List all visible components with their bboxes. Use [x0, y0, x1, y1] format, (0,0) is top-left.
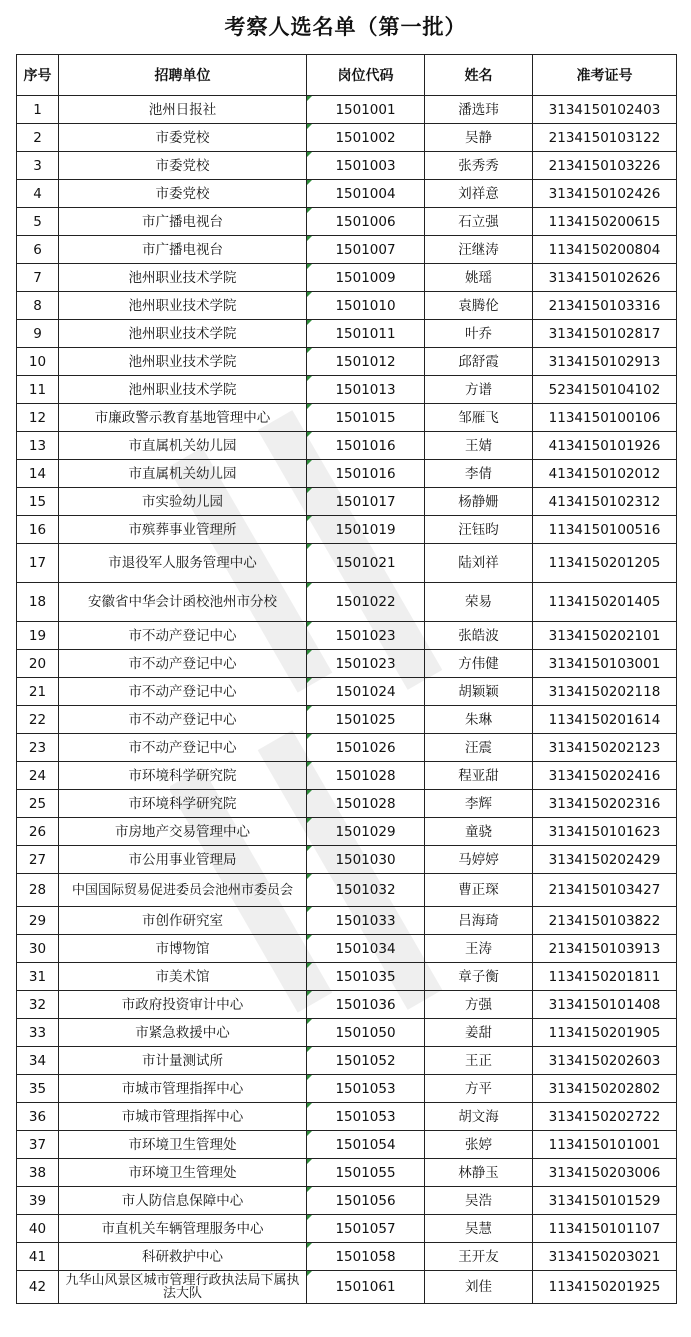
cell-unit: 市环境卫生管理处 — [59, 1131, 307, 1159]
cell-index: 26 — [17, 818, 59, 846]
table-row — [17, 583, 677, 622]
cell-index: 25 — [17, 790, 59, 818]
cell-name: 李辉 — [425, 790, 533, 818]
table-row — [17, 818, 677, 846]
cell-position-code: 1501017 — [307, 488, 425, 516]
cell-position-code: 1501028 — [307, 790, 425, 818]
cell-position-code: 1501019 — [307, 516, 425, 544]
cell-index: 7 — [17, 264, 59, 292]
cell-unit: 市不动产登记中心 — [59, 650, 307, 678]
cell-unit: 市美术馆 — [59, 963, 307, 991]
cell-exam-number: 1134150100516 — [533, 516, 677, 544]
cell-name: 姜甜 — [425, 1019, 533, 1047]
cell-unit: 市公用事业管理局 — [59, 846, 307, 874]
cell-unit: 池州职业技术学院 — [59, 292, 307, 320]
cell-unit: 市直属机关幼儿园 — [59, 460, 307, 488]
cell-position-code: 1501030 — [307, 846, 425, 874]
cell-exam-number: 3134150202802 — [533, 1075, 677, 1103]
cell-position-code: 1501028 — [307, 762, 425, 790]
cell-exam-number: 2134150103822 — [533, 907, 677, 935]
table-row — [17, 1187, 677, 1215]
cell-index: 29 — [17, 907, 59, 935]
cell-position-code: 1501052 — [307, 1047, 425, 1075]
cell-index: 9 — [17, 320, 59, 348]
cell-position-code: 1501029 — [307, 818, 425, 846]
cell-index: 22 — [17, 706, 59, 734]
cell-exam-number: 1134150201205 — [533, 544, 677, 583]
cell-position-code: 1501036 — [307, 991, 425, 1019]
cell-exam-number: 3134150102817 — [533, 320, 677, 348]
cell-index: 20 — [17, 650, 59, 678]
cell-name: 邹雁飞 — [425, 404, 533, 432]
cell-name: 张婷 — [425, 1131, 533, 1159]
cell-index: 23 — [17, 734, 59, 762]
cell-exam-number: 2134150103316 — [533, 292, 677, 320]
cell-name: 方强 — [425, 991, 533, 1019]
cell-name: 刘祥意 — [425, 180, 533, 208]
cell-name: 汪钰昀 — [425, 516, 533, 544]
cell-index: 6 — [17, 236, 59, 264]
table-row — [17, 376, 677, 404]
table-row — [17, 544, 677, 583]
cell-position-code: 1501004 — [307, 180, 425, 208]
cell-exam-number: 1134150101107 — [533, 1215, 677, 1243]
cell-index: 31 — [17, 963, 59, 991]
cell-position-code: 1501010 — [307, 292, 425, 320]
cell-exam-number: 1134150200615 — [533, 208, 677, 236]
cell-unit: 池州职业技术学院 — [59, 264, 307, 292]
cell-exam-number: 1134150200804 — [533, 236, 677, 264]
table-row — [17, 907, 677, 935]
cell-index: 4 — [17, 180, 59, 208]
cell-position-code: 1501006 — [307, 208, 425, 236]
table-row — [17, 208, 677, 236]
cell-exam-number: 1134150201811 — [533, 963, 677, 991]
table-row — [17, 124, 677, 152]
cell-exam-number: 3134150202123 — [533, 734, 677, 762]
cell-name: 刘佳 — [425, 1271, 533, 1304]
table-row — [17, 790, 677, 818]
cell-index: 18 — [17, 583, 59, 622]
table-row — [17, 460, 677, 488]
cell-index: 39 — [17, 1187, 59, 1215]
cell-unit: 市环境科学研究院 — [59, 762, 307, 790]
table-row — [17, 1103, 677, 1131]
cell-unit: 市委党校 — [59, 124, 307, 152]
cell-unit: 市委党校 — [59, 180, 307, 208]
cell-position-code: 1501009 — [307, 264, 425, 292]
cell-index: 36 — [17, 1103, 59, 1131]
table-row — [17, 1047, 677, 1075]
cell-position-code: 1501054 — [307, 1131, 425, 1159]
cell-unit: 市广播电视台 — [59, 208, 307, 236]
cell-position-code: 1501057 — [307, 1215, 425, 1243]
cell-name: 李倩 — [425, 460, 533, 488]
cell-exam-number: 3134150101408 — [533, 991, 677, 1019]
cell-exam-number: 3134150101529 — [533, 1187, 677, 1215]
cell-exam-number: 3134150102626 — [533, 264, 677, 292]
cell-exam-number: 3134150202722 — [533, 1103, 677, 1131]
cell-name: 袁腾伦 — [425, 292, 533, 320]
cell-unit: 池州职业技术学院 — [59, 320, 307, 348]
cell-index: 27 — [17, 846, 59, 874]
cell-exam-number: 3134150202316 — [533, 790, 677, 818]
cell-name: 叶乔 — [425, 320, 533, 348]
cell-name: 方平 — [425, 1075, 533, 1103]
table-row — [17, 1215, 677, 1243]
cell-unit: 市政府投资审计中心 — [59, 991, 307, 1019]
cell-position-code: 1501021 — [307, 544, 425, 583]
table-row — [17, 1131, 677, 1159]
table-row — [17, 1271, 677, 1304]
cell-exam-number: 3134150202118 — [533, 678, 677, 706]
cell-unit: 市不动产登记中心 — [59, 678, 307, 706]
cell-name: 石立强 — [425, 208, 533, 236]
header-unit: 招聘单位 — [59, 55, 307, 96]
cell-exam-number: 3134150202416 — [533, 762, 677, 790]
cell-position-code: 1501056 — [307, 1187, 425, 1215]
table-row — [17, 1019, 677, 1047]
cell-unit: 科研救护中心 — [59, 1243, 307, 1271]
cell-index: 15 — [17, 488, 59, 516]
cell-unit: 池州职业技术学院 — [59, 376, 307, 404]
cell-unit: 市不动产登记中心 — [59, 706, 307, 734]
cell-index: 1 — [17, 96, 59, 124]
cell-unit: 市直机关车辆管理服务中心 — [59, 1215, 307, 1243]
table-row — [17, 292, 677, 320]
table-row — [17, 706, 677, 734]
header-exam-number: 准考证号 — [533, 55, 677, 96]
cell-position-code: 1501053 — [307, 1075, 425, 1103]
cell-exam-number: 3134150202101 — [533, 622, 677, 650]
cell-exam-number: 3134150102913 — [533, 348, 677, 376]
cell-exam-number: 4134150102012 — [533, 460, 677, 488]
table-row — [17, 1159, 677, 1187]
cell-unit: 市环境卫生管理处 — [59, 1159, 307, 1187]
table-row — [17, 516, 677, 544]
cell-index: 24 — [17, 762, 59, 790]
cell-name: 陆刘祥 — [425, 544, 533, 583]
cell-exam-number: 2134150103427 — [533, 874, 677, 907]
table-row — [17, 762, 677, 790]
cell-unit: 市不动产登记中心 — [59, 622, 307, 650]
table-row — [17, 404, 677, 432]
cell-index: 5 — [17, 208, 59, 236]
cell-name: 邱舒霞 — [425, 348, 533, 376]
cell-position-code: 1501012 — [307, 348, 425, 376]
cell-position-code: 1501033 — [307, 907, 425, 935]
cell-unit: 市创作研究室 — [59, 907, 307, 935]
cell-position-code: 1501050 — [307, 1019, 425, 1047]
table-row — [17, 622, 677, 650]
cell-name: 方谱 — [425, 376, 533, 404]
cell-unit: 市不动产登记中心 — [59, 734, 307, 762]
cell-unit: 市紧急救援中心 — [59, 1019, 307, 1047]
table-row — [17, 180, 677, 208]
cell-index: 19 — [17, 622, 59, 650]
table-row — [17, 264, 677, 292]
table-row — [17, 734, 677, 762]
cell-exam-number: 3134150202603 — [533, 1047, 677, 1075]
header-index: 序号 — [17, 55, 59, 96]
cell-name: 潘选玮 — [425, 96, 533, 124]
cell-position-code: 1501032 — [307, 874, 425, 907]
cell-name: 张秀秀 — [425, 152, 533, 180]
cell-unit: 九华山风景区城市管理行政执法局下属执法大队 — [59, 1271, 307, 1304]
cell-exam-number: 1134150201614 — [533, 706, 677, 734]
cell-position-code: 1501015 — [307, 404, 425, 432]
table-row — [17, 935, 677, 963]
cell-index: 14 — [17, 460, 59, 488]
table-row — [17, 320, 677, 348]
page-title: 考察人选名单（第一批） — [224, 15, 467, 39]
table-row — [17, 1243, 677, 1271]
cell-exam-number: 5234150104102 — [533, 376, 677, 404]
table-row — [17, 963, 677, 991]
cell-unit: 市环境科学研究院 — [59, 790, 307, 818]
cell-position-code: 1501016 — [307, 460, 425, 488]
cell-unit: 安徽省中华会计函校池州市分校 — [59, 583, 307, 622]
cell-exam-number: 3134150101623 — [533, 818, 677, 846]
cell-unit: 市直属机关幼儿园 — [59, 432, 307, 460]
cell-unit: 市广播电视台 — [59, 236, 307, 264]
cell-name: 汪继涛 — [425, 236, 533, 264]
cell-unit: 市退役军人服务管理中心 — [59, 544, 307, 583]
cell-index: 41 — [17, 1243, 59, 1271]
cell-position-code: 1501001 — [307, 96, 425, 124]
table-row — [17, 348, 677, 376]
cell-position-code: 1501024 — [307, 678, 425, 706]
table-header-row — [17, 55, 677, 96]
cell-name: 王开友 — [425, 1243, 533, 1271]
cell-exam-number: 4134150101926 — [533, 432, 677, 460]
cell-position-code: 1501058 — [307, 1243, 425, 1271]
cell-index: 8 — [17, 292, 59, 320]
cell-name: 曹正琛 — [425, 874, 533, 907]
table-row — [17, 1075, 677, 1103]
cell-exam-number: 3134150102426 — [533, 180, 677, 208]
table-row — [17, 846, 677, 874]
cell-unit: 市委党校 — [59, 152, 307, 180]
cell-unit: 市人防信息保障中心 — [59, 1187, 307, 1215]
cell-exam-number: 4134150102312 — [533, 488, 677, 516]
cell-name: 姚瑶 — [425, 264, 533, 292]
cell-exam-number: 1134150100106 — [533, 404, 677, 432]
cell-position-code: 1501002 — [307, 124, 425, 152]
table-row — [17, 96, 677, 124]
cell-position-code: 1501023 — [307, 650, 425, 678]
cell-exam-number: 2134150103913 — [533, 935, 677, 963]
cell-position-code: 1501055 — [307, 1159, 425, 1187]
cell-unit: 市城市管理指挥中心 — [59, 1075, 307, 1103]
cell-position-code: 1501034 — [307, 935, 425, 963]
cell-name: 程亚甜 — [425, 762, 533, 790]
cell-index: 16 — [17, 516, 59, 544]
cell-unit: 池州职业技术学院 — [59, 348, 307, 376]
cell-index: 2 — [17, 124, 59, 152]
table-row — [17, 432, 677, 460]
cell-index: 35 — [17, 1075, 59, 1103]
cell-unit: 市计量测试所 — [59, 1047, 307, 1075]
table-row — [17, 152, 677, 180]
cell-index: 21 — [17, 678, 59, 706]
cell-unit: 市殡葬事业管理所 — [59, 516, 307, 544]
cell-name: 王正 — [425, 1047, 533, 1075]
cell-position-code: 1501026 — [307, 734, 425, 762]
cell-position-code: 1501025 — [307, 706, 425, 734]
cell-name: 胡颖颖 — [425, 678, 533, 706]
cell-name: 王涛 — [425, 935, 533, 963]
cell-index: 17 — [17, 544, 59, 583]
cell-name: 马婷婷 — [425, 846, 533, 874]
cell-exam-number: 1134150101001 — [533, 1131, 677, 1159]
cell-position-code: 1501007 — [307, 236, 425, 264]
cell-name: 汪震 — [425, 734, 533, 762]
cell-unit: 市博物馆 — [59, 935, 307, 963]
cell-index: 38 — [17, 1159, 59, 1187]
cell-index: 10 — [17, 348, 59, 376]
cell-name: 章子衡 — [425, 963, 533, 991]
cell-index: 11 — [17, 376, 59, 404]
cell-position-code: 1501013 — [307, 376, 425, 404]
cell-unit: 市实验幼儿园 — [59, 488, 307, 516]
table-body — [17, 96, 677, 1304]
cell-name: 王婧 — [425, 432, 533, 460]
cell-unit: 中国国际贸易促进委员会池州市委员会 — [59, 874, 307, 907]
cell-index: 32 — [17, 991, 59, 1019]
cell-name: 张皓波 — [425, 622, 533, 650]
header-position-code: 岗位代码 — [307, 55, 425, 96]
table-row — [17, 874, 677, 907]
cell-position-code: 1501003 — [307, 152, 425, 180]
cell-index: 34 — [17, 1047, 59, 1075]
cell-position-code: 1501016 — [307, 432, 425, 460]
cell-name: 胡文海 — [425, 1103, 533, 1131]
cell-position-code: 1501011 — [307, 320, 425, 348]
cell-name: 吴静 — [425, 124, 533, 152]
cell-name: 杨静姗 — [425, 488, 533, 516]
cell-index: 37 — [17, 1131, 59, 1159]
cell-index: 42 — [17, 1271, 59, 1304]
cell-exam-number: 3134150203021 — [533, 1243, 677, 1271]
cell-position-code: 1501035 — [307, 963, 425, 991]
cell-exam-number: 3134150103001 — [533, 650, 677, 678]
cell-exam-number: 3134150202429 — [533, 846, 677, 874]
cell-position-code: 1501023 — [307, 622, 425, 650]
cell-exam-number: 1134150201905 — [533, 1019, 677, 1047]
table-row — [17, 678, 677, 706]
header-name: 姓名 — [425, 55, 533, 96]
cell-index: 40 — [17, 1215, 59, 1243]
cell-exam-number: 1134150201405 — [533, 583, 677, 622]
cell-position-code: 1501061 — [307, 1271, 425, 1304]
table-row — [17, 991, 677, 1019]
cell-index: 30 — [17, 935, 59, 963]
cell-name: 吴慧 — [425, 1215, 533, 1243]
cell-unit: 市城市管理指挥中心 — [59, 1103, 307, 1131]
cell-exam-number: 2134150103226 — [533, 152, 677, 180]
cell-index: 3 — [17, 152, 59, 180]
table-row — [17, 236, 677, 264]
cell-index: 28 — [17, 874, 59, 907]
cell-unit: 市房地产交易管理中心 — [59, 818, 307, 846]
table-row — [17, 650, 677, 678]
cell-index: 12 — [17, 404, 59, 432]
cell-name: 吴浩 — [425, 1187, 533, 1215]
cell-unit: 池州日报社 — [59, 96, 307, 124]
cell-name: 林静玉 — [425, 1159, 533, 1187]
cell-position-code: 1501022 — [307, 583, 425, 622]
cell-exam-number: 2134150103122 — [533, 124, 677, 152]
cell-exam-number: 3134150102403 — [533, 96, 677, 124]
table-row — [17, 488, 677, 516]
cell-name: 童骁 — [425, 818, 533, 846]
cell-exam-number: 3134150203006 — [533, 1159, 677, 1187]
cell-unit: 市廉政警示教育基地管理中心 — [59, 404, 307, 432]
cell-exam-number: 1134150201925 — [533, 1271, 677, 1304]
cell-index: 13 — [17, 432, 59, 460]
cell-position-code: 1501053 — [307, 1103, 425, 1131]
candidate-table — [16, 54, 677, 1304]
cell-index: 33 — [17, 1019, 59, 1047]
cell-name: 荣易 — [425, 583, 533, 622]
cell-name: 朱琳 — [425, 706, 533, 734]
cell-name: 吕海琦 — [425, 907, 533, 935]
cell-name: 方伟健 — [425, 650, 533, 678]
